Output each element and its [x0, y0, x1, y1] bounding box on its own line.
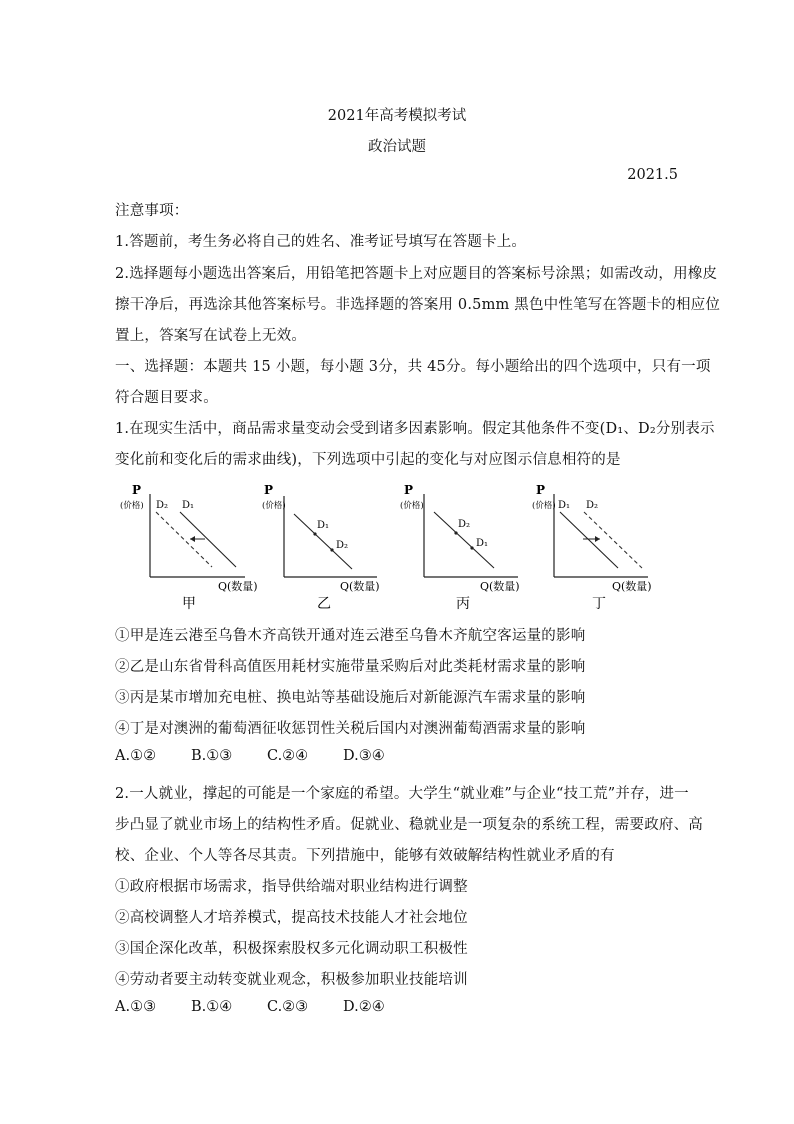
q-axis-label: Q(数量): [218, 580, 258, 593]
d2-label: D₂: [458, 519, 471, 530]
q2-option-b: B.①④: [191, 999, 233, 1015]
q2-statement-2: ②高校调整人才培养模式，提高技术技能人才社会地位: [115, 910, 468, 926]
q-axis-label: Q(数量): [480, 580, 520, 593]
demand-graph-jia: [120, 482, 260, 617]
exam-subject: 政治试题: [368, 139, 426, 155]
demand-graph-yi: [262, 482, 402, 617]
q1-stem-line-2: 变化前和变化后的需求曲线)，下列选项中引起的变化与对应图示信息相符的是: [115, 452, 621, 468]
q1-options: [115, 748, 419, 764]
graph-caption: 甲: [182, 596, 196, 612]
q1-statement-1: ①甲是连云港至乌鲁木齐高铁开通对连云港至乌鲁木齐航空客运量的影响: [115, 628, 586, 644]
q1-statement-2: ②乙是山东省骨科高值医用耗材实施带量采购后对此类耗材需求量的影响: [115, 659, 586, 675]
price-axis-label: (价格): [120, 501, 144, 511]
q2-option-d: D.②④: [343, 999, 385, 1015]
q1-option-b: B.①③: [191, 748, 233, 764]
graph-caption: 丁: [592, 596, 606, 612]
q2-stem-line-2: 步凸显了就业市场上的结构性矛盾。促就业、稳就业是一项复杂的系统工程，需要政府、高: [115, 817, 703, 833]
d1-label: D₁: [317, 520, 330, 531]
notice-item-2-line-2: 擦干净后，再选涂其他答案标号。非选择题的答案用 0.5mm 黑色中性笔写在答题卡的相应位: [115, 297, 721, 313]
section-heading-line-1: 一、选择题：本题共 15 小题，每小题 3分，共 45分。每小题给出的四个选项中，只有一项: [115, 359, 711, 375]
notice-heading: 注意事项：: [115, 203, 189, 219]
q2-stem-line-1: 2.一人就业，撑起的可能是一个家庭的希望。大学生“就业难”与企业“技工荒”并存，进一: [115, 786, 689, 802]
arrow-right-icon: [595, 536, 600, 542]
demand-curve-d1: [180, 512, 236, 567]
q-axis-label: Q(数量): [340, 580, 380, 593]
d2-label: D₂: [156, 500, 169, 511]
section-heading-line-2: 符合题目要求。: [115, 390, 218, 406]
graph-caption: 丙: [456, 596, 470, 612]
price-axis-label: (价格): [532, 501, 556, 511]
q-axis-label: Q(数量): [612, 580, 652, 593]
p-axis-label: P: [404, 483, 414, 497]
price-axis-label: (价格): [400, 501, 424, 511]
arrow-left-icon: [190, 536, 195, 542]
p-axis-label: P: [264, 483, 274, 497]
demand-graph-bing: [400, 482, 540, 617]
q1-statement-4: ④丁是对澳洲的葡萄酒征收惩罚性关税后国内对澳洲葡萄酒需求量的影响: [115, 721, 586, 737]
q1-statement-3: ③丙是某市增加充电桩、换电站等基础设施后对新能源汽车需求量的影响: [115, 690, 586, 706]
demand-graph-ding: [532, 482, 678, 617]
notice-item-2-line-1: 2.选择题每小题选出答案后，用铅笔把答题卡上对应题目的答案标号涂黑；如需改动，用橡皮: [115, 266, 718, 282]
exam-title: 2021年高考模拟考试: [327, 108, 467, 124]
q1-option-a: A.①②: [115, 748, 157, 764]
price-axis-label: (价格): [262, 501, 286, 511]
graph-caption: 乙: [317, 596, 331, 612]
q2-option-c: C.②③: [267, 999, 309, 1015]
demand-curve-d1: [560, 512, 618, 568]
exam-date: 2021.5: [627, 167, 678, 183]
q1-option-d: D.③④: [343, 748, 385, 764]
p-axis-label: P: [132, 483, 142, 497]
q2-statement-1: ①政府根据市场需求，指导供给端对职业结构进行调整: [115, 879, 468, 895]
notice-item-2-line-3: 置上，答案写在试卷上无效。: [115, 328, 307, 344]
demand-curve-d2: [584, 512, 642, 568]
notice-item-1: 1.答题前，考生务必将自己的姓名、准考证号填写在答题卡上。: [115, 234, 527, 250]
q2-options: [115, 999, 419, 1015]
q2-option-a: A.①③: [115, 999, 157, 1015]
d1-label: D₁: [182, 500, 195, 511]
q2-statement-4: ④劳动者要主动转变就业观念，积极参加职业技能培训: [115, 972, 468, 988]
q2-statement-3: ③国企深化改革，积极探索股权多元化调动职工积极性: [115, 941, 468, 957]
q2-stem-line-3: 校、企业、个人等各尽其责。下列措施中，能够有效破解结构性就业矛盾的有: [115, 848, 615, 864]
q1-option-c: C.②④: [267, 748, 309, 764]
p-axis-label: P: [536, 483, 546, 497]
d1-label: D₁: [476, 538, 489, 549]
d2-label: D₂: [586, 500, 599, 511]
d1-label: D₁: [558, 500, 571, 511]
q1-stem-line-1: 1.在现实生活中，商品需求量变动会受到诸多因素影响。假定其他条件不变(D₁、D₂分别表示: [115, 421, 715, 437]
d2-label: D₂: [336, 540, 349, 551]
